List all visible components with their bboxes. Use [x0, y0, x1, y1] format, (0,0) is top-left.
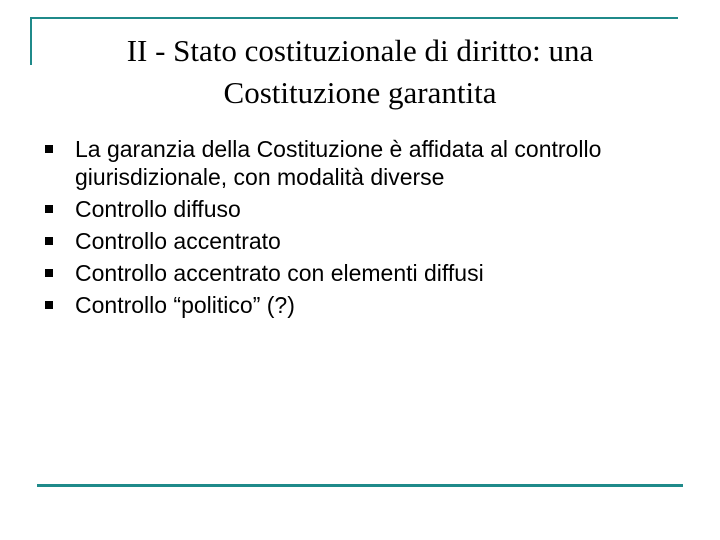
- bullet-item: [40, 291, 700, 319]
- bullet-text: Controllo accentrato: [75, 228, 281, 254]
- title-line-1: II - Stato costituzionale di diritto: una: [126, 33, 594, 68]
- bullet-text: Controllo “politico” (?): [75, 292, 295, 318]
- square-bullet-icon: [45, 301, 53, 309]
- bottom-divider-line: [37, 484, 683, 487]
- bullet-item: [40, 195, 700, 223]
- bullet-text: La garanzia della Costituzione è affidata al controllo giurisdizionale, con modalità diverse: [75, 136, 602, 190]
- frame-left-line: [30, 17, 32, 65]
- square-bullet-icon: [45, 145, 53, 153]
- bullet-item: [40, 227, 700, 255]
- bullet-text: Controllo diffuso: [75, 196, 241, 222]
- square-bullet-icon: [45, 205, 53, 213]
- frame-top-line: [30, 17, 678, 19]
- bullet-item: [40, 259, 700, 287]
- title-line-2: Costituzione garantita: [223, 75, 497, 110]
- bullet-item: [40, 135, 700, 191]
- square-bullet-icon: [45, 237, 53, 245]
- square-bullet-icon: [45, 269, 53, 277]
- slide-title: [40, 30, 680, 114]
- bullet-text: Controllo accentrato con elementi diffusi: [75, 260, 484, 286]
- bullet-list: [40, 135, 700, 323]
